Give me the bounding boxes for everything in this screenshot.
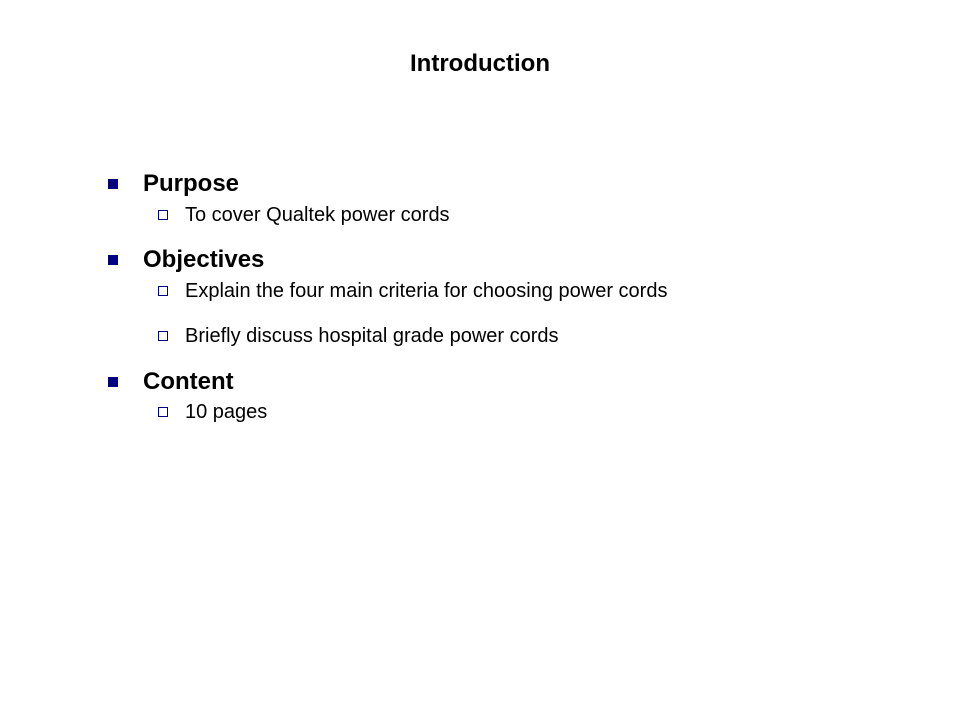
bullet-heading: Content — [143, 368, 234, 395]
sub-bullet-text: To cover Qualtek power cords — [185, 204, 450, 226]
bullet-heading: Purpose — [143, 170, 240, 197]
filled-square-icon — [108, 255, 118, 265]
bullet-objectives — [108, 245, 264, 275]
hollow-square-icon — [158, 407, 168, 417]
sub-bullet-text: Explain the four main criteria for choosing power cords — [185, 280, 668, 302]
hollow-square-icon — [158, 286, 168, 296]
filled-square-icon — [108, 377, 118, 387]
hollow-square-icon — [158, 331, 168, 341]
slide-title: Introduction — [410, 50, 550, 77]
sub-bullet — [158, 278, 667, 304]
sub-bullet — [158, 323, 559, 349]
sub-bullet-text: 10 pages — [185, 401, 268, 423]
filled-square-icon — [108, 179, 118, 189]
bullet-content — [108, 367, 234, 397]
bullet-purpose — [108, 169, 239, 199]
bullet-heading: Objectives — [143, 246, 265, 273]
sub-bullet — [158, 399, 267, 425]
hollow-square-icon — [158, 210, 168, 220]
sub-bullet-text: Briefly discuss hospital grade power cords — [185, 325, 559, 347]
sub-bullet — [158, 202, 450, 228]
